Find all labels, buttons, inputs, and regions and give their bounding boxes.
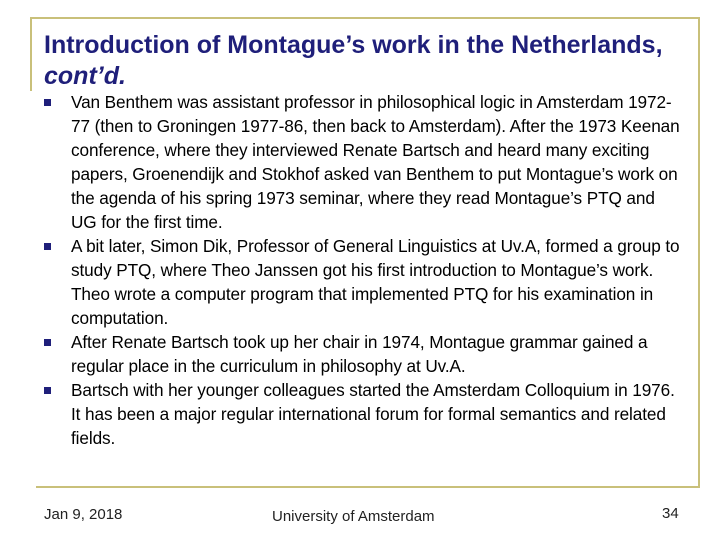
slide-title-italic: cont’d. bbox=[44, 62, 126, 90]
square-bullet-icon bbox=[44, 243, 51, 250]
bullet-text: Van Benthem was assistant professor in philosophical logic in Amsterdam 1972-77 (then to Groningen 1977-86, then back to Amsterdam). After the 1973 Keenan conference, where they interviewed Renate Bartsch and heard many exciting papers, Groenendijk and Stokhof asked van Benthem to put Montague’s work on the agenda of his spring 1973 seminar, where they read Montague’s PTQ and UG for the first time. bbox=[71, 92, 680, 232]
bullet-list bbox=[44, 90, 680, 450]
page-number: 34 bbox=[662, 505, 679, 522]
slide-title-main: Introduction of Montague’s work in the Netherlands, bbox=[44, 31, 663, 59]
bullet-item bbox=[44, 90, 680, 234]
frame-bottom-rule bbox=[36, 486, 700, 488]
square-bullet-icon bbox=[44, 339, 51, 346]
bullet-text: After Renate Bartsch took up her chair in 1974, Montague grammar gained a regular place in the curriculum in philosophy at Uv.A. bbox=[71, 332, 648, 376]
bullet-item bbox=[44, 378, 680, 450]
footer-date: Jan 9, 2018 bbox=[44, 506, 123, 523]
frame-left-rule bbox=[30, 17, 32, 91]
bullet-item bbox=[44, 330, 680, 378]
slide-title bbox=[44, 30, 684, 92]
footer-institution: University of Amsterdam bbox=[272, 508, 435, 525]
frame-right-rule bbox=[698, 17, 700, 487]
square-bullet-icon bbox=[44, 387, 51, 394]
bullet-text: A bit later, Simon Dik, Professor of General Linguistics at Uv.A, formed a group to study PTQ, where Theo Janssen got his first introduction to Montague’s work. Theo wrote a computer program that implemented PTQ for his examination in computation. bbox=[71, 236, 680, 328]
bullet-text: Bartsch with her younger colleagues started the Amsterdam Colloquium in 1976. It has been a major regular international forum for formal semantics and related fields. bbox=[71, 380, 675, 448]
square-bullet-icon bbox=[44, 99, 51, 106]
bullet-item bbox=[44, 234, 680, 330]
frame-top-rule bbox=[30, 17, 700, 19]
